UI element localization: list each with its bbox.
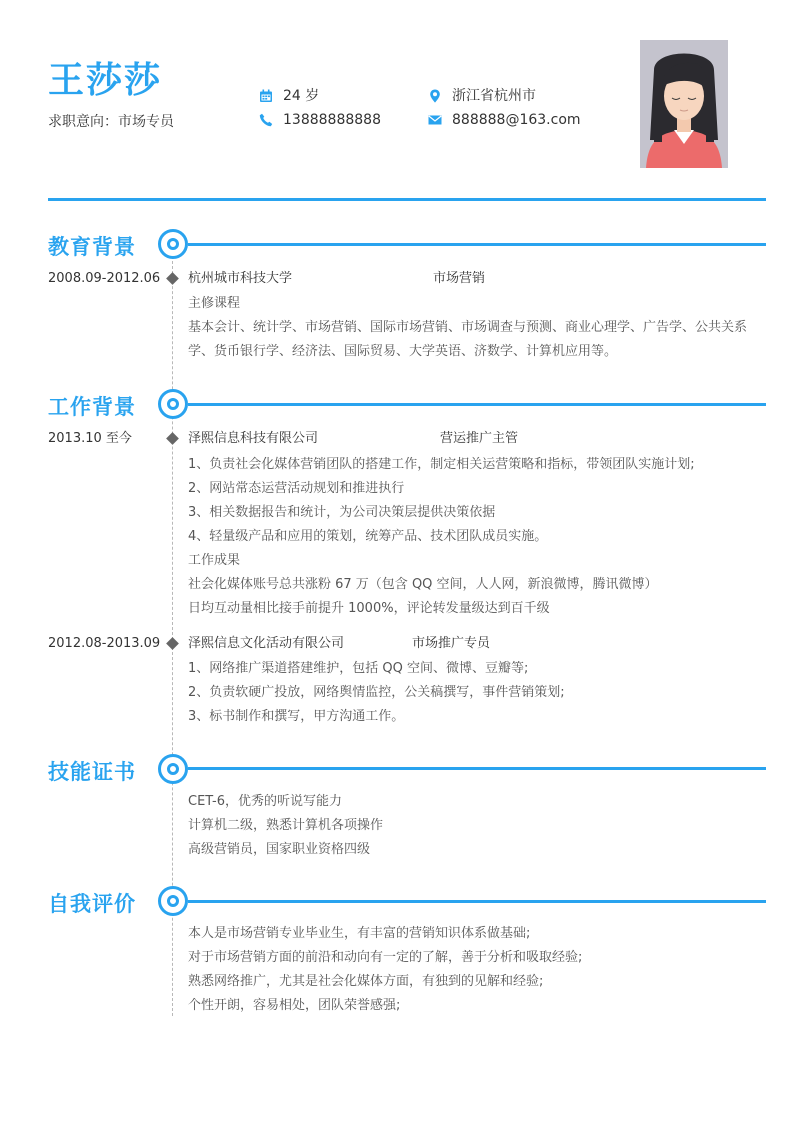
- section-divider: [188, 900, 766, 903]
- header-divider: [48, 198, 766, 201]
- job-duty: 1、负责社会化媒体营销团队的搭建工作，制定相关运营策略和指标，带领团队实施计划;: [188, 457, 695, 472]
- job-result: 社会化媒体账号总共涨粉 67 万（包含 QQ 空间，人人网，新浪微博，腾讯微博）: [188, 577, 658, 592]
- job-intent: 求职意向：市场专员: [48, 114, 174, 130]
- job-role: 营运推广主管: [440, 431, 519, 446]
- diamond-icon: [166, 432, 179, 445]
- mail-icon: [428, 113, 442, 127]
- courses-label: 主修课程: [188, 296, 241, 311]
- diamond-icon: [166, 637, 179, 650]
- section-circle-icon: [158, 389, 188, 419]
- location-text: 浙江省杭州市: [452, 88, 536, 104]
- skill-item: 计算机二级，熟悉计算机各项操作: [188, 818, 384, 833]
- profile-photo: [640, 40, 728, 168]
- location-info: [428, 87, 536, 105]
- location-icon: [428, 89, 442, 103]
- courses-text: 基本会计、统计学、市场营销、国际市场营销、市场调查与预测、商业心理学、广告学、公共关系学、货币银行学、经济法、国际贸易、大学英语、济数学、计算机应用等。: [188, 320, 748, 359]
- job-date: 2012.08-2013.09: [48, 636, 161, 651]
- evaluation-item: 本人是市场营销专业毕业生，有丰富的营销知识体系做基础;: [188, 926, 531, 941]
- email-info: [428, 111, 581, 129]
- major-name: 市场营销: [433, 271, 486, 286]
- section-title-evaluation: 自我评价: [48, 892, 136, 916]
- section-divider: [188, 243, 766, 246]
- job-duty: 4、轻量级产品和应用的策划，统筹产品、技术团队成员实施。: [188, 529, 548, 544]
- company-name: 泽熙信息文化活动有限公司: [188, 636, 345, 651]
- result-label: 工作成果: [188, 553, 241, 568]
- section-title-work: 工作背景: [48, 395, 136, 419]
- school-name: 杭州城市科技大学: [188, 271, 293, 286]
- phone-text: 13888888888: [283, 112, 381, 128]
- skill-item: CET-6，优秀的听说写能力: [188, 794, 343, 809]
- section-circle-icon: [158, 754, 188, 784]
- section-divider: [188, 767, 766, 770]
- skill-item: 高级营销员，国家职业资格四级: [188, 842, 371, 857]
- section-title-education: 教育背景: [48, 235, 136, 259]
- email-text: 888888@163.com: [452, 112, 581, 128]
- job-duty: 2、网站常态运营活动规划和推进执行: [188, 481, 405, 496]
- job-duty: 2、负责软硬广投放，网络舆情监控，公关稿撰写，事件营销策划;: [188, 685, 565, 700]
- section-circle-icon: [158, 886, 188, 916]
- evaluation-item: 熟悉网络推广，尤其是社会化媒体方面，有独到的见解和经验;: [188, 974, 544, 989]
- job-duty: 3、标书制作和撰写，甲方沟通工作。: [188, 709, 405, 724]
- evaluation-item: 对于市场营销方面的前沿和动向有一定的了解，善于分析和吸取经验;: [188, 950, 583, 965]
- evaluation-item: 个性开朗，容易相处，团队荣誉感强;: [188, 998, 401, 1013]
- education-date: 2008.09-2012.06: [48, 271, 161, 286]
- section-title-skills: 技能证书: [48, 760, 136, 784]
- job-duty: 1、网络推广渠道搭建维护，包括 QQ 空间、微博、豆瓣等;: [188, 661, 529, 676]
- company-name: 泽熙信息科技有限公司: [188, 431, 319, 446]
- section-divider: [188, 403, 766, 406]
- phone-info: [259, 111, 381, 129]
- age-info: [259, 87, 319, 105]
- diamond-icon: [166, 272, 179, 285]
- job-duty: 3、相关数据报告和统计，为公司决策层提供决策依据: [188, 505, 496, 520]
- phone-icon: [259, 113, 273, 127]
- section-circle-icon: [158, 229, 188, 259]
- age-text: 24 岁: [283, 88, 320, 104]
- job-result: 日均互动量相比接手前提升 1000%，评论转发量级达到百千级: [188, 601, 550, 616]
- job-role: 市场推广专员: [412, 636, 491, 651]
- calendar-icon: [259, 89, 273, 103]
- candidate-name: 王莎莎: [48, 60, 163, 101]
- job-date: 2013.10 至今: [48, 431, 132, 446]
